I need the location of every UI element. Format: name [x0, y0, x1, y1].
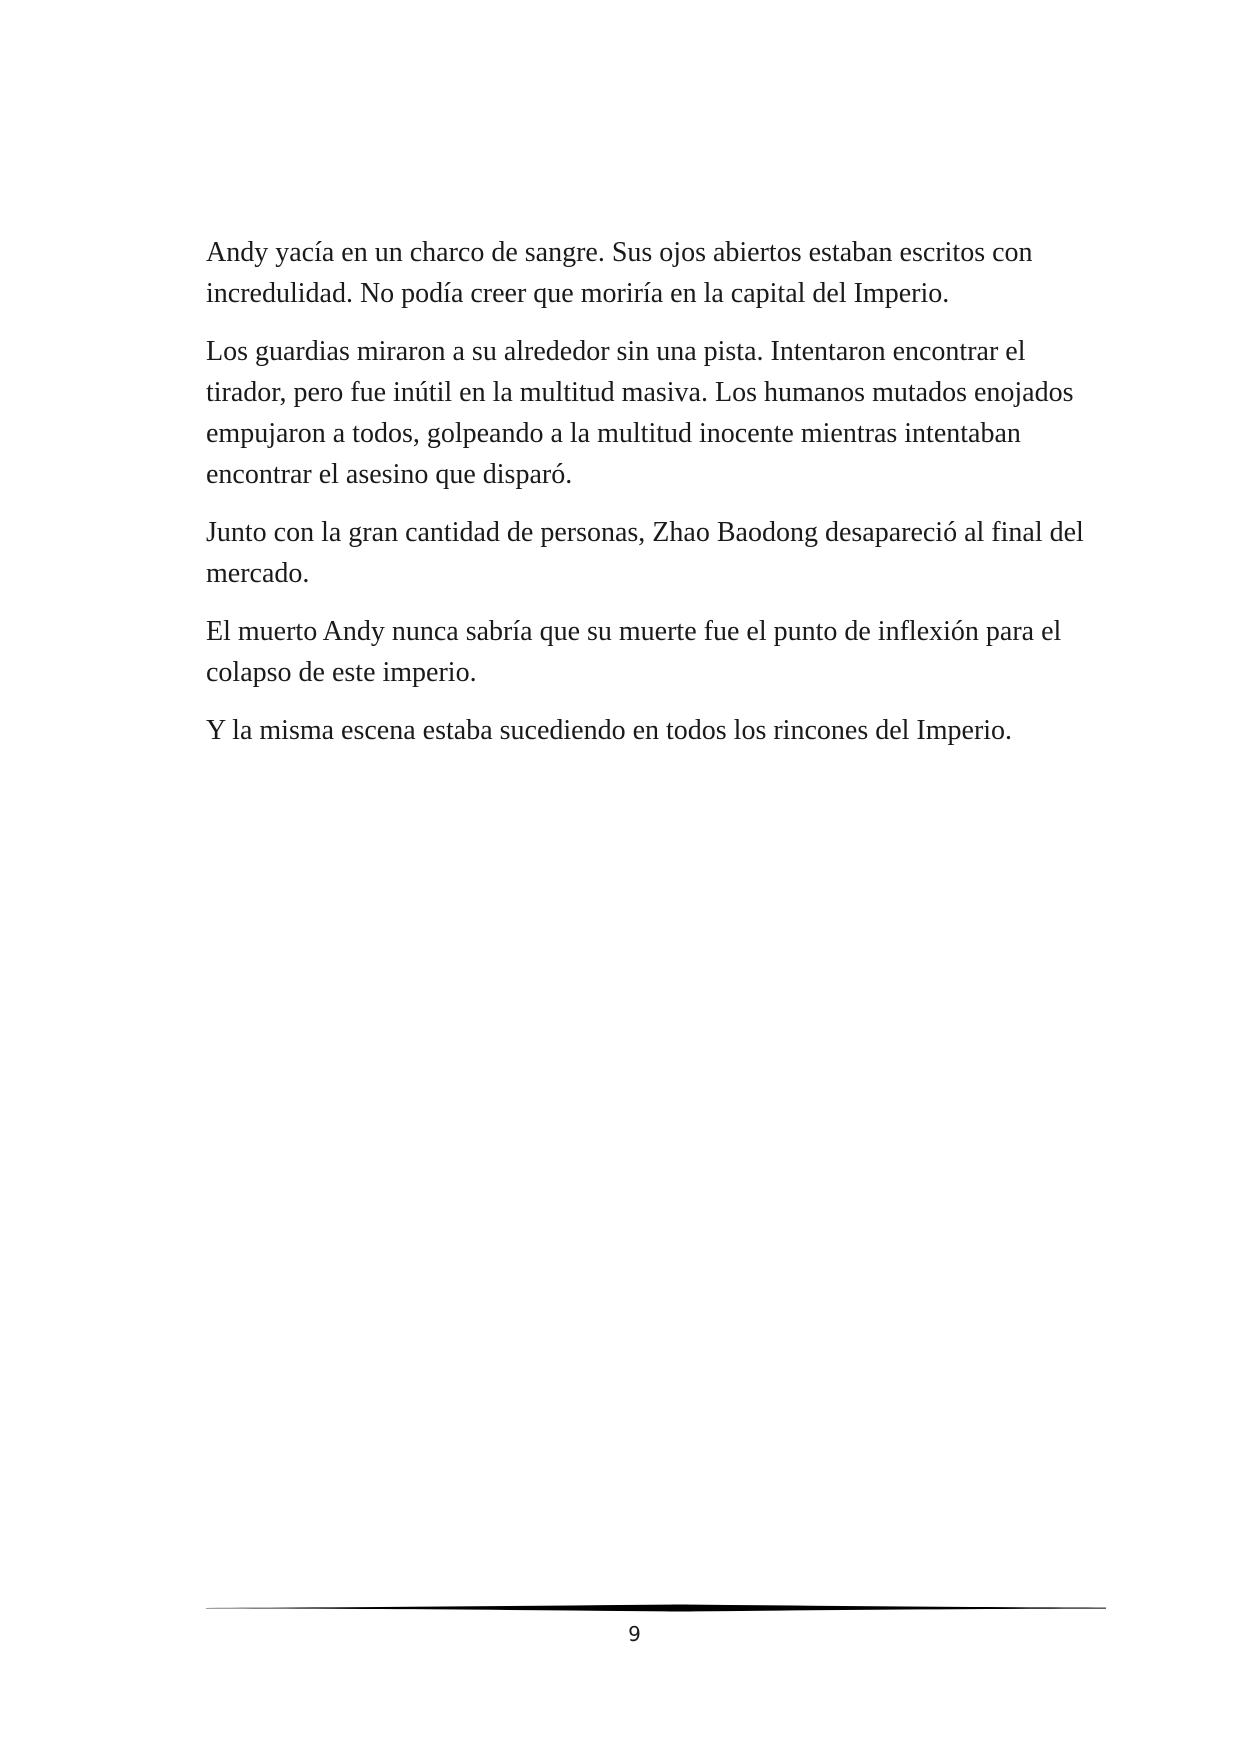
paragraph-4: El muerto Andy nunca sabría que su muerte fue el punto de inflexión para el colapso de este imperio.: [206, 616, 1062, 688]
paragraph-2: Los guardias miraron a su alrededor sin una pista. Intentaron encontrar el tirador, pero fue inútil en la multitud masiva. Los humanos mutados enojados empujaron a todos, golpeando a la multitud inocente mientras intentaban encontrar el asesino que disparó.: [206, 336, 1074, 490]
paragraph-5: Y la misma escena estaba sucediendo en todos los rincones del Imperio.: [206, 715, 1013, 746]
body-text: [206, 232, 1086, 768]
page-number: 9: [628, 1622, 641, 1646]
paragraph-1: Andy yacía en un charco de sangre. Sus ojos abiertos estaban escritos con incredulidad. No podía creer que moriría en la capital del Imperio.: [206, 237, 1033, 309]
paragraph-3: Junto con la gran cantidad de personas, Zhao Baodong desapareció al final del mercado.: [206, 517, 1084, 589]
footer-divider: [206, 1600, 1106, 1616]
